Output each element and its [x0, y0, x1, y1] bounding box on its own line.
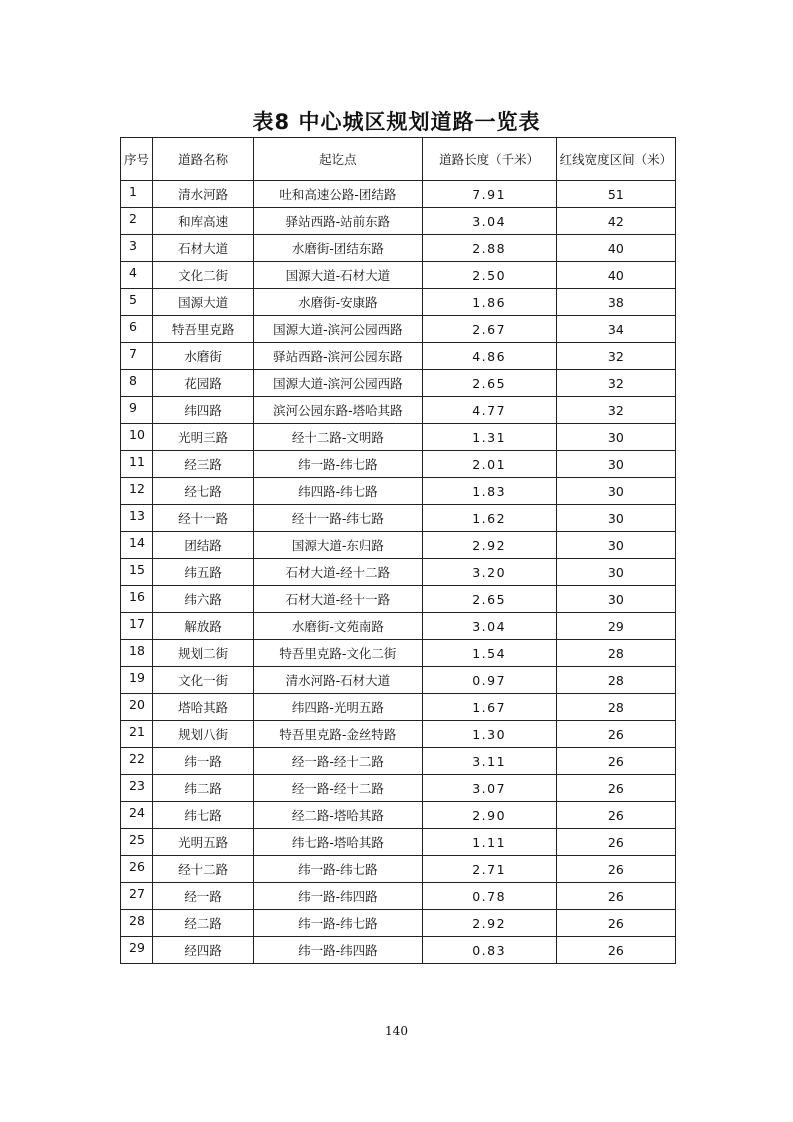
- cell-name: 纬五路: [153, 559, 254, 586]
- cell-length: 2.01: [422, 451, 556, 478]
- cell-route: 石材大道-经十一路: [254, 586, 422, 613]
- cell-width: 42: [556, 208, 675, 235]
- header-idx: 序号: [121, 138, 153, 181]
- cell-idx: 16: [121, 586, 153, 613]
- cell-idx: 1: [121, 181, 153, 208]
- cell-idx: 18: [121, 640, 153, 667]
- cell-name: 经十二路: [153, 856, 254, 883]
- cell-idx: 13: [121, 505, 153, 532]
- cell-width: 30: [556, 451, 675, 478]
- cell-name: 塔哈其路: [153, 694, 254, 721]
- cell-route: 国源大道-东归路: [254, 532, 422, 559]
- cell-route: 水磨街-团结东路: [254, 235, 422, 262]
- cell-width: 40: [556, 262, 675, 289]
- table-row: [121, 397, 676, 424]
- cell-width: 51: [556, 181, 675, 208]
- cell-name: 经二路: [153, 910, 254, 937]
- cell-width: 29: [556, 613, 675, 640]
- cell-width: 26: [556, 883, 675, 910]
- cell-idx: 17: [121, 613, 153, 640]
- cell-idx: 3: [121, 235, 153, 262]
- cell-idx: 7: [121, 343, 153, 370]
- cell-idx: 9: [121, 397, 153, 424]
- cell-width: 30: [556, 505, 675, 532]
- cell-width: 38: [556, 289, 675, 316]
- table-row: [121, 721, 676, 748]
- cell-length: 1.30: [422, 721, 556, 748]
- cell-length: 2.88: [422, 235, 556, 262]
- cell-idx: 29: [121, 937, 153, 964]
- cell-length: 3.04: [422, 613, 556, 640]
- cell-length: 0.78: [422, 883, 556, 910]
- cell-length: 2.50: [422, 262, 556, 289]
- table-row: [121, 289, 676, 316]
- cell-route: 纬一路-纬七路: [254, 910, 422, 937]
- cell-name: 纬六路: [153, 586, 254, 613]
- cell-name: 石材大道: [153, 235, 254, 262]
- cell-length: 1.86: [422, 289, 556, 316]
- table-row: [121, 235, 676, 262]
- cell-route: 纬七路-塔哈其路: [254, 829, 422, 856]
- cell-idx: 5: [121, 289, 153, 316]
- cell-length: 1.54: [422, 640, 556, 667]
- cell-name: 文化二街: [153, 262, 254, 289]
- table-row: [121, 208, 676, 235]
- cell-width: 28: [556, 694, 675, 721]
- cell-width: 26: [556, 748, 675, 775]
- table-row: [121, 316, 676, 343]
- table-row: [121, 694, 676, 721]
- road-table: [120, 137, 676, 964]
- table-row: [121, 937, 676, 964]
- cell-length: 4.86: [422, 343, 556, 370]
- table-row: [121, 910, 676, 937]
- cell-name: 经三路: [153, 451, 254, 478]
- cell-idx: 10: [121, 424, 153, 451]
- table-row: [121, 829, 676, 856]
- cell-route: 特吾里克路-文化二街: [254, 640, 422, 667]
- cell-length: 1.62: [422, 505, 556, 532]
- cell-name: 水磨街: [153, 343, 254, 370]
- cell-name: 解放路: [153, 613, 254, 640]
- table-row: [121, 181, 676, 208]
- cell-width: 30: [556, 586, 675, 613]
- cell-name: 国源大道: [153, 289, 254, 316]
- table-row: [121, 478, 676, 505]
- cell-route: 经十一路-纬七路: [254, 505, 422, 532]
- cell-width: 40: [556, 235, 675, 262]
- cell-idx: 6: [121, 316, 153, 343]
- table-row: [121, 424, 676, 451]
- cell-route: 清水河路-石材大道: [254, 667, 422, 694]
- cell-width: 26: [556, 802, 675, 829]
- cell-width: 26: [556, 721, 675, 748]
- cell-route: 驿站西路-滨河公园东路: [254, 343, 422, 370]
- cell-width: 32: [556, 370, 675, 397]
- table-row: [121, 451, 676, 478]
- cell-length: 3.11: [422, 748, 556, 775]
- cell-length: 2.71: [422, 856, 556, 883]
- table-row: [121, 613, 676, 640]
- cell-route: 经二路-塔哈其路: [254, 802, 422, 829]
- cell-route: 水磨街-文苑南路: [254, 613, 422, 640]
- cell-width: 26: [556, 856, 675, 883]
- table-header-row: [121, 138, 676, 181]
- cell-width: 26: [556, 829, 675, 856]
- page-number: 140: [385, 1024, 408, 1038]
- table-row: [121, 343, 676, 370]
- cell-route: 经十二路-文明路: [254, 424, 422, 451]
- cell-length: 2.92: [422, 532, 556, 559]
- table-row: [121, 370, 676, 397]
- cell-route: 石材大道-经十二路: [254, 559, 422, 586]
- cell-name: 光明三路: [153, 424, 254, 451]
- cell-length: 3.07: [422, 775, 556, 802]
- cell-route: 纬一路-纬七路: [254, 856, 422, 883]
- table-title: 表8 中心城区规划道路一览表: [252, 110, 541, 134]
- cell-idx: 27: [121, 883, 153, 910]
- cell-idx: 8: [121, 370, 153, 397]
- cell-length: 2.92: [422, 910, 556, 937]
- cell-route: 纬四路-光明五路: [254, 694, 422, 721]
- cell-idx: 26: [121, 856, 153, 883]
- header-length: 道路长度（千米）: [422, 138, 556, 181]
- cell-length: 2.67: [422, 316, 556, 343]
- cell-name: 纬七路: [153, 802, 254, 829]
- cell-length: 1.83: [422, 478, 556, 505]
- cell-width: 26: [556, 937, 675, 964]
- cell-idx: 22: [121, 748, 153, 775]
- table-body: [121, 181, 676, 964]
- cell-name: 花园路: [153, 370, 254, 397]
- cell-route: 吐和高速公路-团结路: [254, 181, 422, 208]
- cell-route: 特吾里克路-金丝特路: [254, 721, 422, 748]
- cell-route: 滨河公园东路-塔哈其路: [254, 397, 422, 424]
- cell-name: 规划八街: [153, 721, 254, 748]
- table-row: [121, 586, 676, 613]
- cell-route: 纬四路-纬七路: [254, 478, 422, 505]
- cell-name: 清水河路: [153, 181, 254, 208]
- table-row: [121, 262, 676, 289]
- cell-idx: 2: [121, 208, 153, 235]
- cell-idx: 4: [121, 262, 153, 289]
- cell-name: 经十一路: [153, 505, 254, 532]
- cell-idx: 21: [121, 721, 153, 748]
- cell-name: 团结路: [153, 532, 254, 559]
- cell-name: 和库高速: [153, 208, 254, 235]
- header-route: 起讫点: [254, 138, 422, 181]
- cell-length: 2.90: [422, 802, 556, 829]
- cell-length: 1.11: [422, 829, 556, 856]
- cell-route: 国源大道-石材大道: [254, 262, 422, 289]
- cell-route: 驿站西路-站前东路: [254, 208, 422, 235]
- cell-width: 26: [556, 910, 675, 937]
- cell-name: 规划二街: [153, 640, 254, 667]
- table-row: [121, 802, 676, 829]
- cell-name: 经七路: [153, 478, 254, 505]
- cell-name: 光明五路: [153, 829, 254, 856]
- cell-width: 30: [556, 532, 675, 559]
- cell-route: 经一路-经十二路: [254, 748, 422, 775]
- table-row: [121, 559, 676, 586]
- cell-width: 32: [556, 397, 675, 424]
- cell-length: 2.65: [422, 586, 556, 613]
- cell-idx: 15: [121, 559, 153, 586]
- table-row: [121, 505, 676, 532]
- cell-length: 1.31: [422, 424, 556, 451]
- cell-idx: 24: [121, 802, 153, 829]
- cell-name: 特吾里克路: [153, 316, 254, 343]
- cell-length: 2.65: [422, 370, 556, 397]
- cell-idx: 20: [121, 694, 153, 721]
- cell-idx: 12: [121, 478, 153, 505]
- cell-width: 30: [556, 424, 675, 451]
- cell-name: 纬一路: [153, 748, 254, 775]
- cell-route: 经一路-经十二路: [254, 775, 422, 802]
- cell-idx: 14: [121, 532, 153, 559]
- cell-width: 30: [556, 559, 675, 586]
- cell-length: 0.97: [422, 667, 556, 694]
- cell-idx: 11: [121, 451, 153, 478]
- table-row: [121, 856, 676, 883]
- table-row: [121, 748, 676, 775]
- cell-idx: 19: [121, 667, 153, 694]
- table-row: [121, 640, 676, 667]
- cell-length: 3.20: [422, 559, 556, 586]
- table-row: [121, 883, 676, 910]
- table-row: [121, 775, 676, 802]
- cell-width: 26: [556, 775, 675, 802]
- header-width: 红线宽度区间（米）: [556, 138, 675, 181]
- cell-width: 28: [556, 667, 675, 694]
- cell-route: 水磨街-安康路: [254, 289, 422, 316]
- cell-name: 纬二路: [153, 775, 254, 802]
- cell-name: 经一路: [153, 883, 254, 910]
- cell-width: 30: [556, 478, 675, 505]
- cell-idx: 28: [121, 910, 153, 937]
- cell-name: 文化一街: [153, 667, 254, 694]
- cell-width: 34: [556, 316, 675, 343]
- cell-length: 3.04: [422, 208, 556, 235]
- table-row: [121, 532, 676, 559]
- header-name: 道路名称: [153, 138, 254, 181]
- cell-route: 纬一路-纬四路: [254, 883, 422, 910]
- cell-length: 0.83: [422, 937, 556, 964]
- cell-width: 28: [556, 640, 675, 667]
- cell-width: 32: [556, 343, 675, 370]
- table-row: [121, 667, 676, 694]
- cell-idx: 25: [121, 829, 153, 856]
- cell-length: 7.91: [422, 181, 556, 208]
- cell-idx: 23: [121, 775, 153, 802]
- cell-route: 纬一路-纬四路: [254, 937, 422, 964]
- cell-length: 1.67: [422, 694, 556, 721]
- cell-name: 经四路: [153, 937, 254, 964]
- cell-route: 国源大道-滨河公园西路: [254, 316, 422, 343]
- cell-route: 国源大道-滨河公园西路: [254, 370, 422, 397]
- cell-length: 4.77: [422, 397, 556, 424]
- cell-name: 纬四路: [153, 397, 254, 424]
- cell-route: 纬一路-纬七路: [254, 451, 422, 478]
